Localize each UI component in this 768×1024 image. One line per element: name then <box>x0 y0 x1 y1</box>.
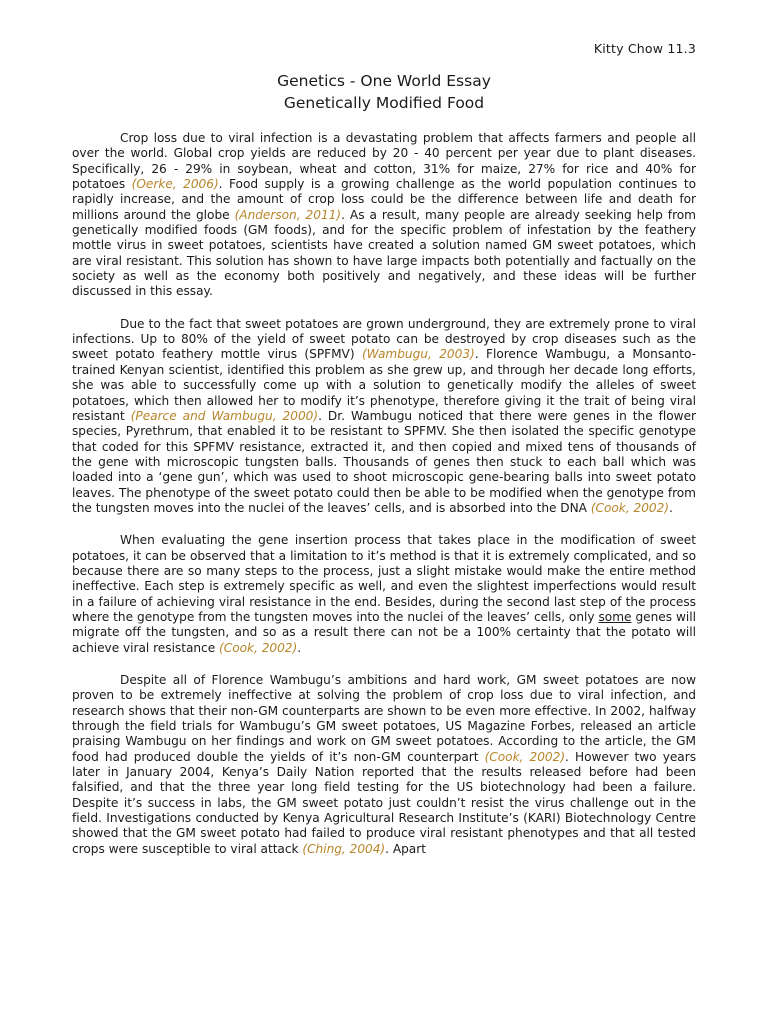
author-label: Kitty Chow 11.3 <box>593 41 696 56</box>
paragraph-text: Due to the fact that sweet potatoes are grown underground, they are extremely prone to viral infections. Up to 80% of the yield of sweet potato can be destroyed by crop diseases such as the sweet potato feathery mottle virus (SPFMV) <box>72 316 696 362</box>
citation: (Pearce and Wambugu, 2000) <box>130 408 319 423</box>
essay-paragraph <box>72 673 696 857</box>
essay-paragraph <box>72 533 696 656</box>
citation: (Ching, 2004) <box>302 841 386 856</box>
paragraph-text: . Florence Wambugu, a Monsanto-trained Kenyan scientist, identified this problem as she grew up, and through her decade long efforts, she was able to successfully come up with a solution to genetically modify the alleles of sweet potatoes, which then allowed her to modify it’s phenotype, therefore giving it the trait of being viral resistant <box>72 347 696 423</box>
paragraph-text: . As a result, many people are already seeking help from genetically modified foods (GM foods), and for the specific problem of infestation by the feathery mottle virus in sweet potatoes, scientists have created a solution named GM sweet potatoes, which are viral resistant. This solution has shown to have large impacts both potentially and factually on the society as well as the economy both positively and negatively, and these ideas will be further discussed in this essay. <box>72 207 696 299</box>
title-block <box>72 70 696 114</box>
citation: (Cook, 2002) <box>484 749 566 764</box>
paragraph-text: . Food supply is a growing challenge as the world population continues to rapidly increase, and the amount of crop loss could be the difference between life and death for millions around the globe <box>72 177 696 222</box>
paragraph-text: . Apart <box>385 841 426 856</box>
citation: (Anderson, 2011) <box>234 207 342 222</box>
paragraph-text: When evaluating the gene insertion process that takes place in the modification of sweet potatoes, it can be observed that a limitation to it’s method is that it is extremely complicated, and so because there are so many steps to the process, just a slight mistake would make the entire method ineffective. Each step is extremely specific as well, and even the slightest imperfections would result in a failure of achieving viral resistance in the end. Besides, during the second last step of the process where the genotype from the tungsten moves into the nuclei of the leaves’ cells, only <box>72 533 696 624</box>
paragraph-text: Crop loss due to viral infection is a devastating problem that affects farmers and people all over the world. Global crop yields are reduced by 20 - 40 percent per year due to plant diseases. Specifically, 26 - 29% in soybean, wheat and cotton, 31% for maize, 27% for rice and 40% for potatoes <box>72 131 696 192</box>
paragraph-text: Despite all of Florence Wambugu’s ambitions and hard work, GM sweet potatoes are now proven to be extremely ineffective at solving the problem of crop loss due to viral infection, and research shows that their non-GM counterparts are shown to be even more effective. In 2002, halfway through the field trials for Wambugu’s GM sweet potatoes, US Magazine Forbes, released an article praising Wambugu on her findings and work on GM sweet potatoes. According to the article, the GM food had produced double the yields of it’s non-GM counterpart <box>72 673 696 764</box>
essay-title: Genetics - One World Essay <box>277 72 491 90</box>
citation: (Cook, 2002) <box>219 640 298 655</box>
essay-paragraph <box>72 131 696 300</box>
essay-body <box>72 131 696 874</box>
paragraph-text: . <box>297 640 302 655</box>
citation: (Wambugu, 2003) <box>361 347 475 362</box>
document-page <box>72 0 696 1024</box>
essay-subtitle: Genetically Modified Food <box>283 94 485 112</box>
paragraph-text: . However two years later in January 2004, Kenya’s Daily Nation reported that the results released before had been falsified, and that the three year long field testing for the US biotechnology had been a failure. Despite it’s success in labs, the GM sweet potato just couldn’t resist the virus challenge out in the field. Investigations conducted by Kenya Agricultural Research Institute’s (KARI) Biotechnology Centre showed that the GM sweet potato had failed to produce viral resistant phenotypes and that all tested crops were susceptible to viral attack <box>72 749 696 856</box>
underlined-word: some <box>598 609 632 624</box>
essay-paragraph <box>72 317 696 516</box>
citation: (Cook, 2002) <box>590 500 670 515</box>
paragraph-text: genes will migrate off the tungsten, and so as a result there can not be a 100% certainty that the potato will achieve viral resistance <box>72 609 696 655</box>
paragraph-text: . <box>669 500 673 515</box>
paragraph-text: . Dr. Wambugu noticed that there were genes in the flower species, Pyrethrum, that enabled it to be resistant to SPFMV. She then isolated the specific genotype that coded for this SPFMV resistance, extracted it, and then copied and mixed tens of thousands of the gene with microscopic tungsten balls. Thousands of genes then stuck to each ball which was loaded into a ‘gene gun’, which was used to shoot microscopic gene-bearing balls into sweet potato leaves. The phenotype of the sweet potato could then be able to be modified when the genotype from the tungsten moves into the nuclei of the leaves’ cells, and is absorbed into the DNA <box>72 408 696 515</box>
citation: (Oerke, 2006) <box>131 177 219 192</box>
